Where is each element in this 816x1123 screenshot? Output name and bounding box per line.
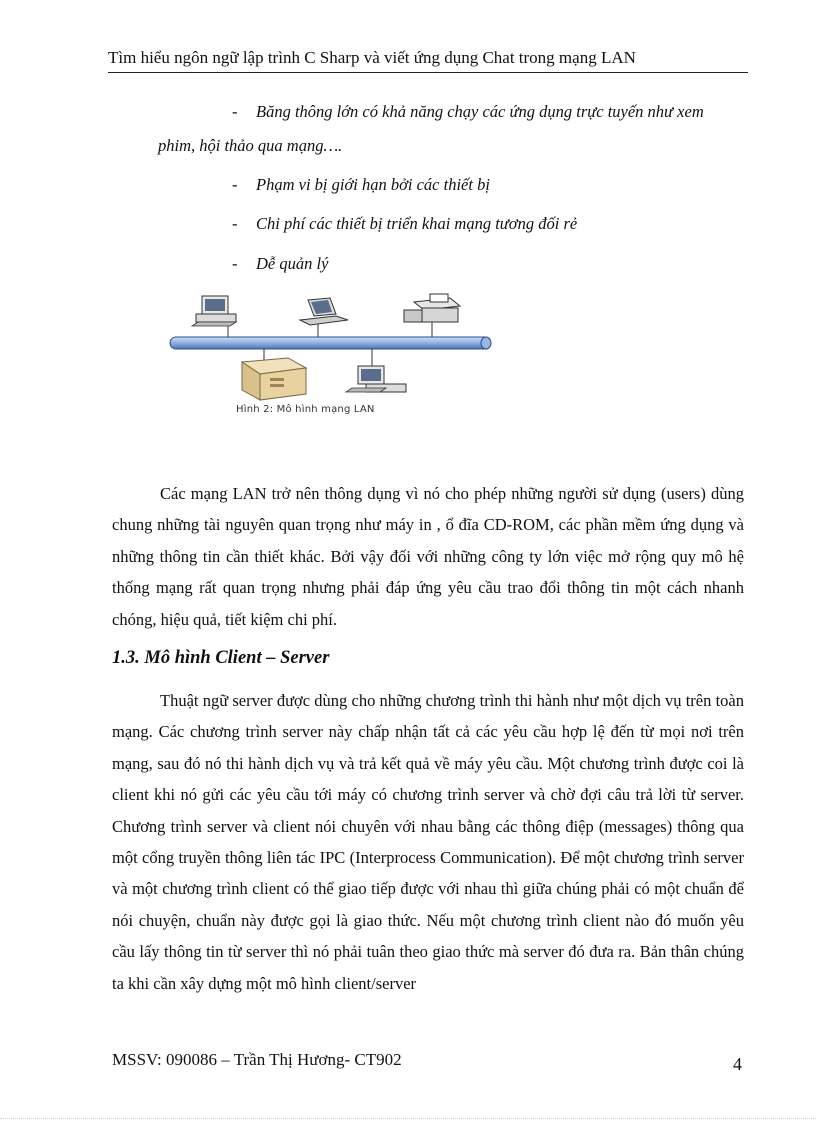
bullet-dash: - xyxy=(232,254,238,273)
paragraph-lan xyxy=(112,478,744,635)
bullet-text: Băng thông lớn có khả năng chạy các ứng dụng trực tuyến như xem xyxy=(256,102,704,121)
section-heading: 1.3. Mô hình Client – Server xyxy=(112,648,330,668)
bullet-text: Chi phí các thiết bị triển khai mạng tương đối rẻ xyxy=(256,214,578,233)
bullet-item xyxy=(232,214,577,234)
bullet-item xyxy=(232,254,328,274)
paragraph-client-server xyxy=(112,685,744,999)
bullet-item xyxy=(232,175,490,195)
desktop-computer-icon xyxy=(346,366,406,392)
bullet-dash: - xyxy=(232,175,238,194)
bullet-continuation: phim, hội thảo qua mạng…. xyxy=(158,136,343,155)
bullet-dash: - xyxy=(232,214,238,233)
paragraph-text: Các mạng LAN trở nên thông dụng vì nó cho phép những người sử dụng (users) dùng chung những tài nguyên quan trọng như máy in , ổ đĩa CD-ROM, các phần mềm ứng dụng và những thông tin cần thiết khác. Bởi vậy đối với những công ty lớn việc mở rộng quy mô hệ thống mạng rất quan trọng nhưng phải đáp ứng yêu cầu trao đổi thông tin một cách nhanh chóng, hiệu quả, tiết kiệm chi phí. xyxy=(112,484,744,629)
bullet-dash: - xyxy=(232,102,238,121)
page-footer: MSSV: 090086 – Trần Thị Hương- CT902 xyxy=(112,1050,402,1069)
printer-icon xyxy=(404,294,460,322)
figure-caption: Hình 2: Mô hình mạng LAN xyxy=(236,404,375,415)
page-bottom-divider xyxy=(0,1118,816,1119)
bullet-item xyxy=(232,102,704,122)
bullet-text: Phạm vi bị giới hạn bởi các thiết bị xyxy=(256,175,490,194)
desktop-computer-icon xyxy=(192,296,236,326)
lan-diagram xyxy=(160,290,500,422)
network-bus-icon xyxy=(170,337,491,349)
server-icon xyxy=(242,358,306,400)
paragraph-text: Thuật ngữ server được dùng cho những chương trình thi hành như một dịch vụ trên toàn mạng. Các chương trình server này chấp nhận tất cả các yêu cầu hợp lệ đến từ mọi nơi trên mạng, sau đó nó thi hành dịch vụ và trả kết quả về máy yêu cầu. Một chương trình được coi là client khi nó gửi các yêu cầu tới máy có chương trình server và chờ đợi câu trả lời từ server. Chương trình server và client nói chuyên với nhau bằng các thông điệp (messages) thông qua một cổng truyền thông liên tác IPC (Interprocess Communication). Để một chương trình server và một chương trình client có thể giao tiếp được với nhau thì giữa chúng phải có một chuẩn để nói chuyện, chuẩn này được gọi là giao thức. Nếu một chương trình client nào đó muốn yêu cầu lấy thông tin từ server thì nó phải tuân theo giao thức mà server đó đưa ra. Bản thân chúng ta khi cần xây dựng một mô hình client/server xyxy=(112,691,744,993)
bullet-text: Dễ quản lý xyxy=(256,254,329,273)
laptop-icon xyxy=(300,298,348,325)
page-header: Tìm hiểu ngôn ngữ lập trình C Sharp và viết ứng dụng Chat trong mạng LAN xyxy=(108,48,748,73)
page-number: 4 xyxy=(733,1054,742,1074)
